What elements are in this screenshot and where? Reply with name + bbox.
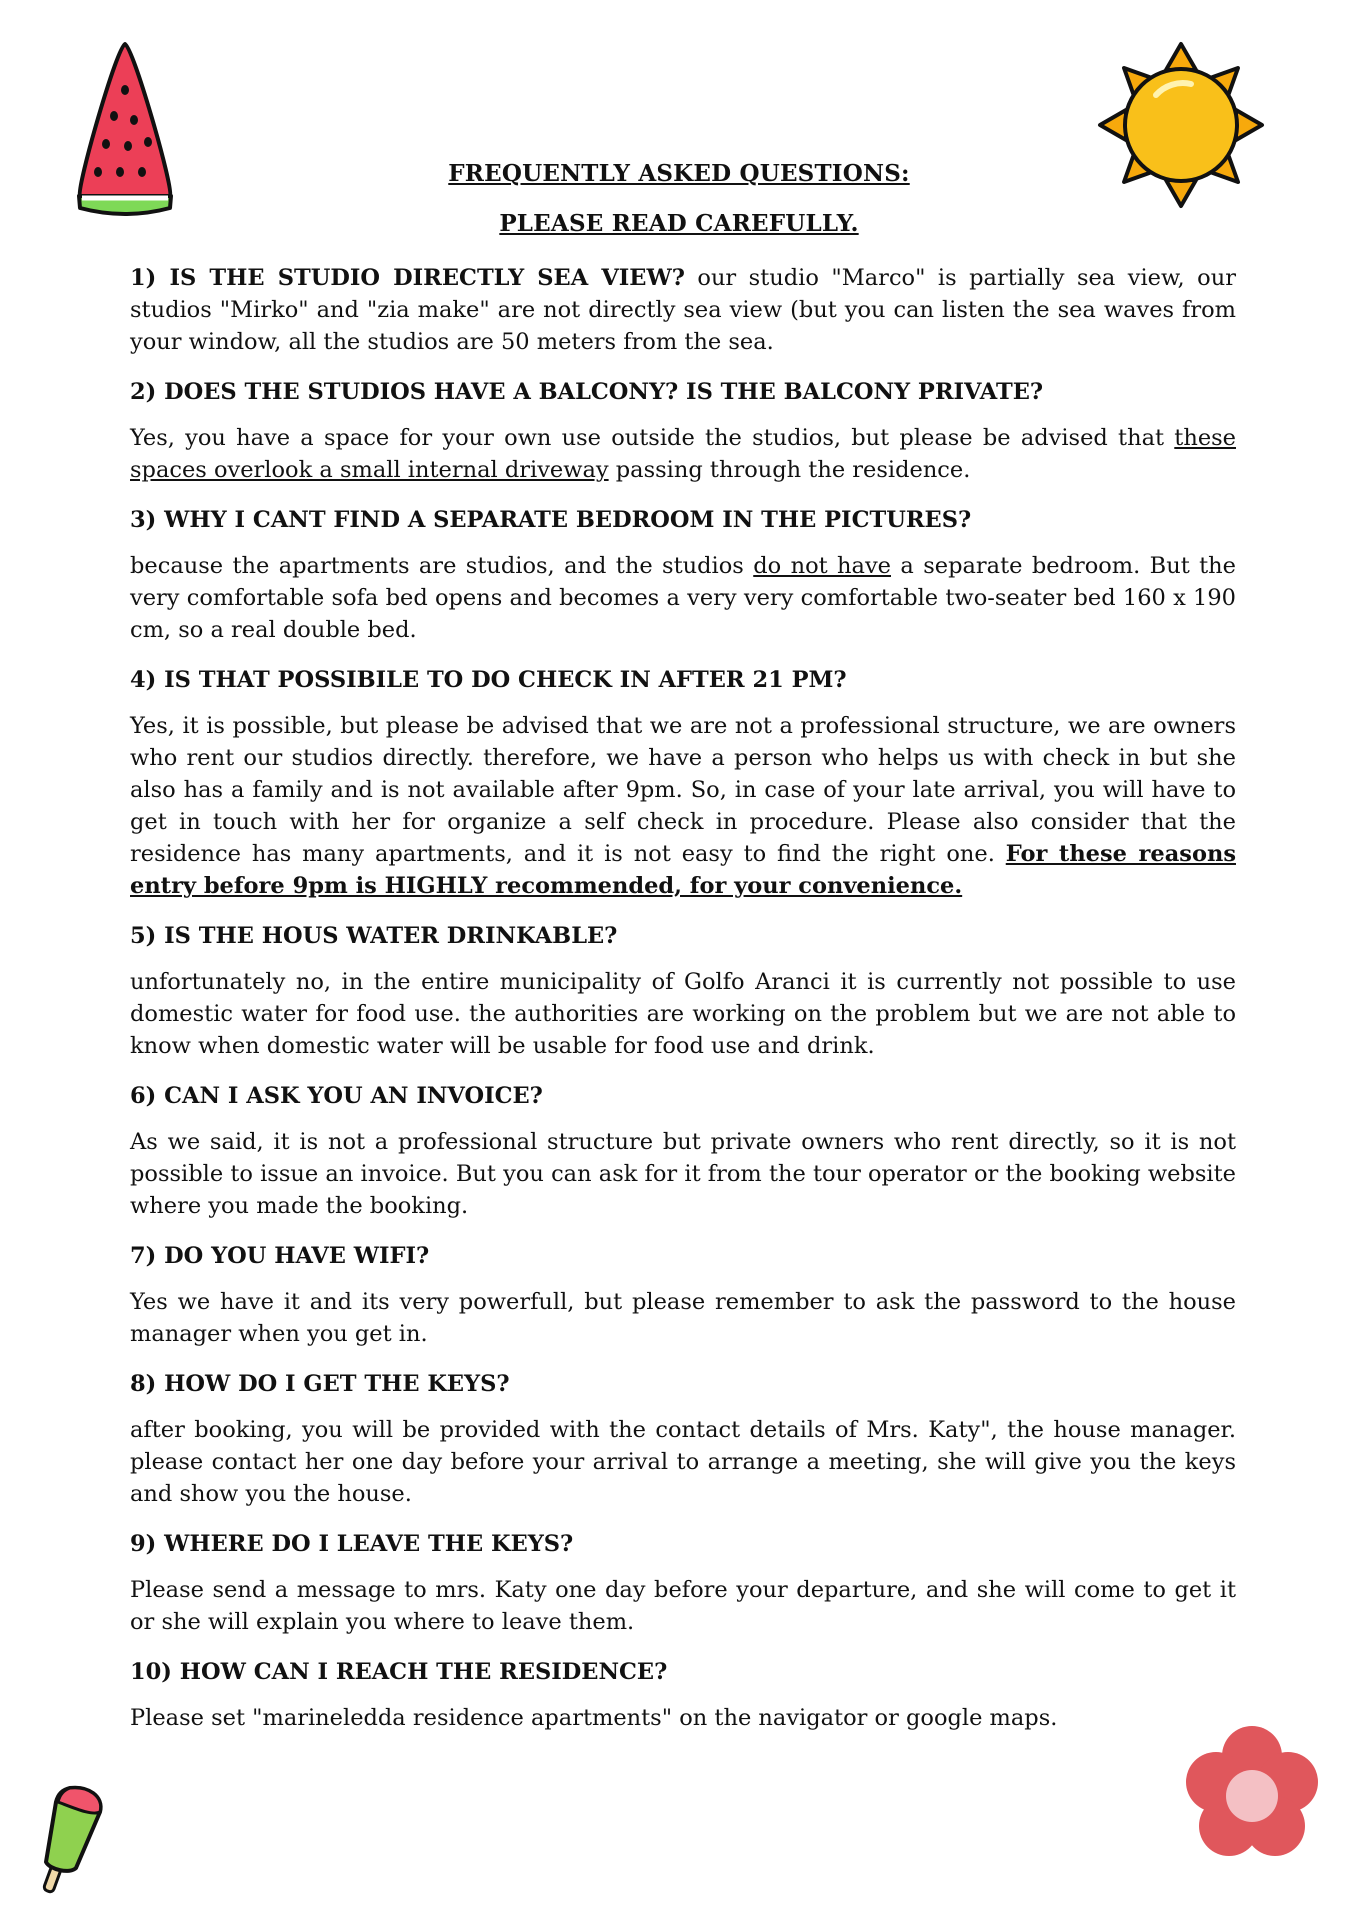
faq-answer: unfortunately no, in the entire municipality of Golfo Aranci it is currently not possible to use domestic water for food use. the authorities are working on the problem but we are not able to know when domestic water will be usable for food use and drink. [130, 969, 1236, 1059]
faq-answer: Yes, it is possible, but please be advised that we are not a professional structure, we are owners who rent our studios directly. therefore, we have a person who helps us with check in but she also has a family and is not available after 9pm. So, in case of your late arrival, you will have to get in touch with her for organize a self check in procedure. Please also consider that the residence has many apartments, and it is not easy to find the right one. For these reasons entry before 9pm is HIGHLY recommended, for your convenience. [130, 713, 1236, 899]
faq-item [130, 504, 1236, 646]
faq-answer: As we said, it is not a professional structure but private owners who rent directly, so it is not possible to issue an invoice. But you can ask for it from the tour operator or the booking website where you made the booking. [130, 1129, 1236, 1219]
faq-answer: Please set "marineledda residence apartments" on the navigator or google maps. [130, 1705, 1058, 1731]
page-subtitle: PLEASE READ CAREFULLY. [499, 210, 859, 237]
faq-question: 7) DO YOU HAVE WIFI? [130, 1243, 430, 1269]
faq-answer: after booking, you will be provided with the contact details of Mrs. Katy", the house manager. please contact her one day before your arrival to arrange a meeting, she will give you the keys and show you the house. [130, 1417, 1236, 1507]
faq-item [130, 920, 1236, 1062]
faq-item [130, 664, 1236, 902]
faq-item [130, 376, 1236, 486]
watermelon-icon [70, 38, 180, 218]
faq-answer: Yes we have it and its very powerfull, but please remember to ask the password to the house manager when you get in. [130, 1289, 1236, 1347]
faq-item [130, 1240, 1236, 1350]
faq-question: 4) IS THAT POSSIBILE TO DO CHECK IN AFTER 21 PM? [130, 667, 847, 693]
faq-answer: because the apartments are studios, and the studios do not have a separate bedroom. But the very comfortable sofa bed opens and becomes a very very comfortable two-seater bed 160 x 190 cm, so a real double bed. [130, 553, 1236, 643]
faq-answer: 1) IS THE STUDIO DIRECTLY SEA VIEW? our studio "Marco" is partially sea view, our studios "Mirko" and "zia make" are not directly sea view (but you can listen the sea waves from your window, all the studios are 50 meters from the sea. [130, 265, 1236, 355]
faq-question: 3) WHY I CANT FIND A SEPARATE BEDROOM IN THE PICTURES? [130, 507, 972, 533]
faq-emphasis: For these reasons entry before 9pm is HIGHLY recommended, for your convenience. [130, 841, 1236, 899]
faq-question: 6) CAN I ASK YOU AN INVOICE? [130, 1083, 543, 1109]
popsicle-icon [30, 1782, 110, 1897]
faq-question: 10) HOW CAN I REACH THE RESIDENCE? [130, 1659, 668, 1685]
page-title: FREQUENTLY ASKED QUESTIONS: [448, 160, 910, 187]
faq-question: 9) WHERE DO I LEAVE THE KEYS? [130, 1531, 574, 1557]
faq-item [130, 1080, 1236, 1222]
faq-item [130, 262, 1236, 358]
faq-list [130, 262, 1236, 1752]
faq-question: 8) HOW DO I GET THE KEYS? [130, 1371, 510, 1397]
faq-answer: Please send a message to mrs. Katy one day before your departure, and she will come to get it or she will explain you where to leave them. [130, 1577, 1236, 1635]
faq-item [130, 1528, 1236, 1638]
faq-item [130, 1368, 1236, 1510]
faq-question: 1) IS THE STUDIO DIRECTLY SEA VIEW? [130, 265, 685, 291]
faq-item [130, 1656, 1236, 1734]
faq-question: 2) DOES THE STUDIOS HAVE A BALCONY? IS THE BALCONY PRIVATE? [130, 379, 1044, 405]
faq-answer: Yes, you have a space for your own use outside the studios, but please be advised that these spaces overlook a small internal driveway passing through the residence. [130, 425, 1236, 483]
faq-question: 5) IS THE HOUS WATER DRINKABLE? [130, 923, 618, 949]
